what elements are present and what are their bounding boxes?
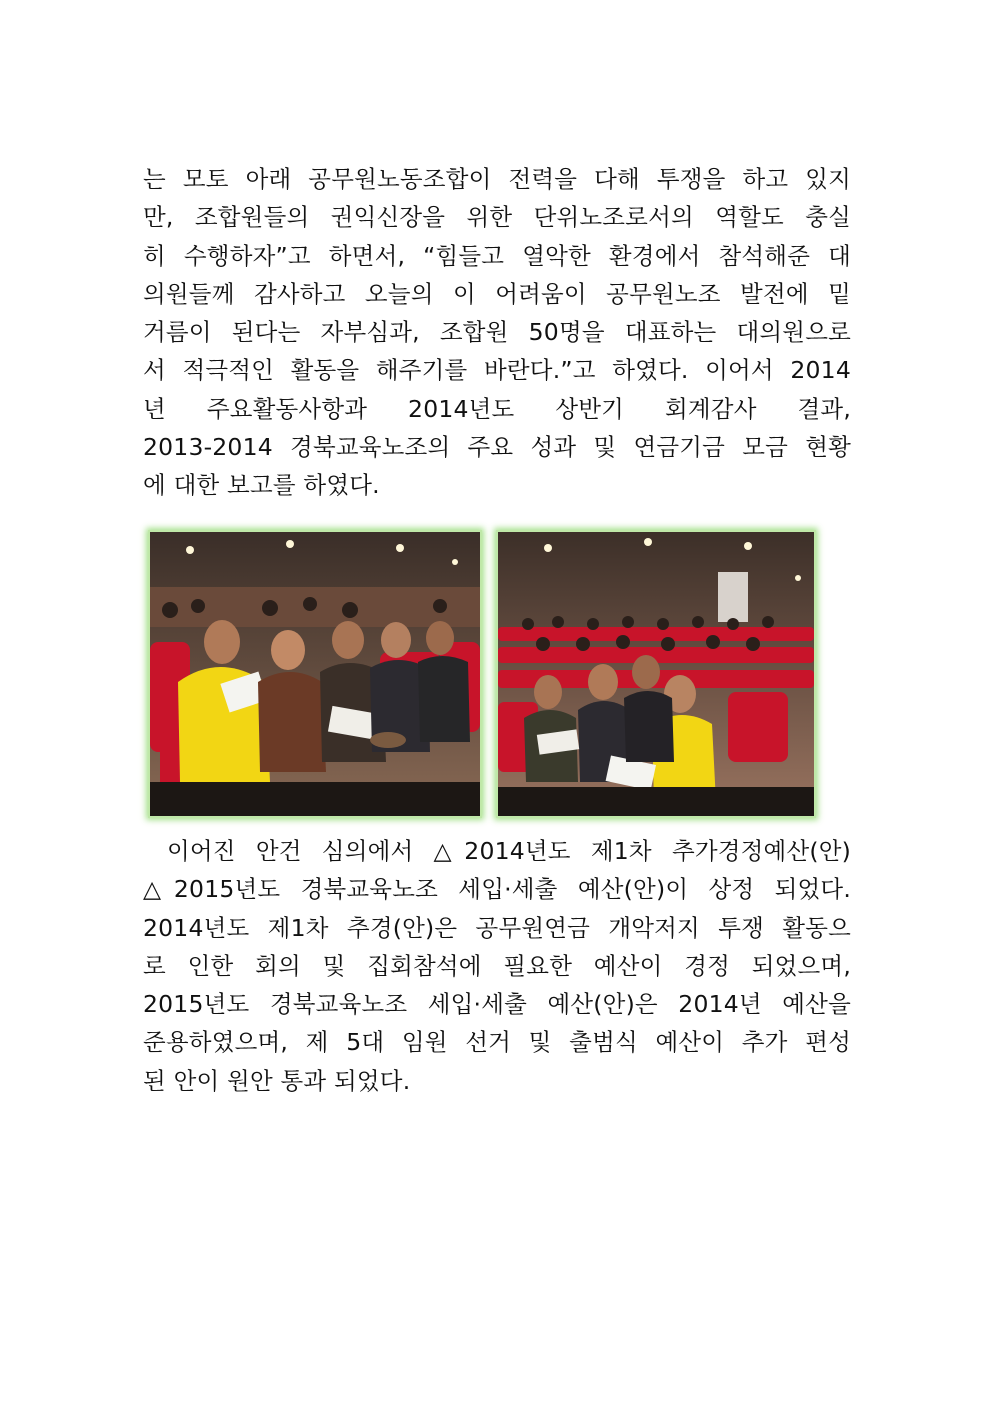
text-line: 2015년도 경북교육노조 세입·세출 예산(안)은 2014년 예산을 [143, 990, 851, 1019]
paragraph-2 [143, 832, 851, 1100]
text-line: 2013-2014 경북교육노조의 주요 성과 및 연금기금 모금 현황 [143, 433, 851, 462]
text-line: 히 수행하자”고 하면서, “힘들고 열악한 환경에서 참석해준 대 [143, 241, 851, 270]
text-line: 서 적극적인 활동을 해주기를 바란다.”고 하였다. 이어서 2014 [143, 356, 851, 385]
text-line: 이어진 안건 심의에서 △2014년도 제1차 추가경정예산(안) [167, 837, 851, 865]
meeting-photo-right [496, 530, 816, 818]
text-line: 년 주요활동사항과 2014년도 상반기 회계감사 결과, [143, 394, 851, 423]
text-line: 로 인한 회의 및 집회참석에 필요한 예산이 경정 되었으며, [143, 951, 851, 980]
audience-photo-illustration [150, 532, 480, 816]
audience-photo-illustration [498, 532, 814, 816]
text-line: 는 모토 아래 공무원노동조합이 전력을 다해 투쟁을 하고 있지 [143, 165, 851, 193]
paragraph-1 [143, 160, 851, 505]
text-line: △2015년도 경북교육노조 세입·세출 예산(안)이 상정 되었다. [143, 875, 851, 904]
meeting-photo-left [148, 530, 482, 818]
text-line: 만, 조합원들의 권익신장을 위한 단위노조로서의 역할도 충실 [143, 203, 851, 232]
text-line: 의원들께 감사하고 오늘의 이 어려움이 공무원노조 발전에 밑 [143, 279, 851, 308]
text-line: 된 안이 원안 통과 되었다. [143, 1066, 411, 1095]
text-line: 2014년도 제1차 추경(안)은 공무원연금 개악저지 투쟁 활동으 [143, 913, 851, 942]
text-line: 준용하였으며, 제 5대 임원 선거 및 출범식 예산이 추가 편성 [143, 1028, 851, 1057]
text-line: 거름이 된다는 자부심과, 조합원 50명을 대표하는 대의원으로 [143, 318, 851, 347]
text-line: 에 대한 보고를 하였다. [143, 471, 380, 500]
